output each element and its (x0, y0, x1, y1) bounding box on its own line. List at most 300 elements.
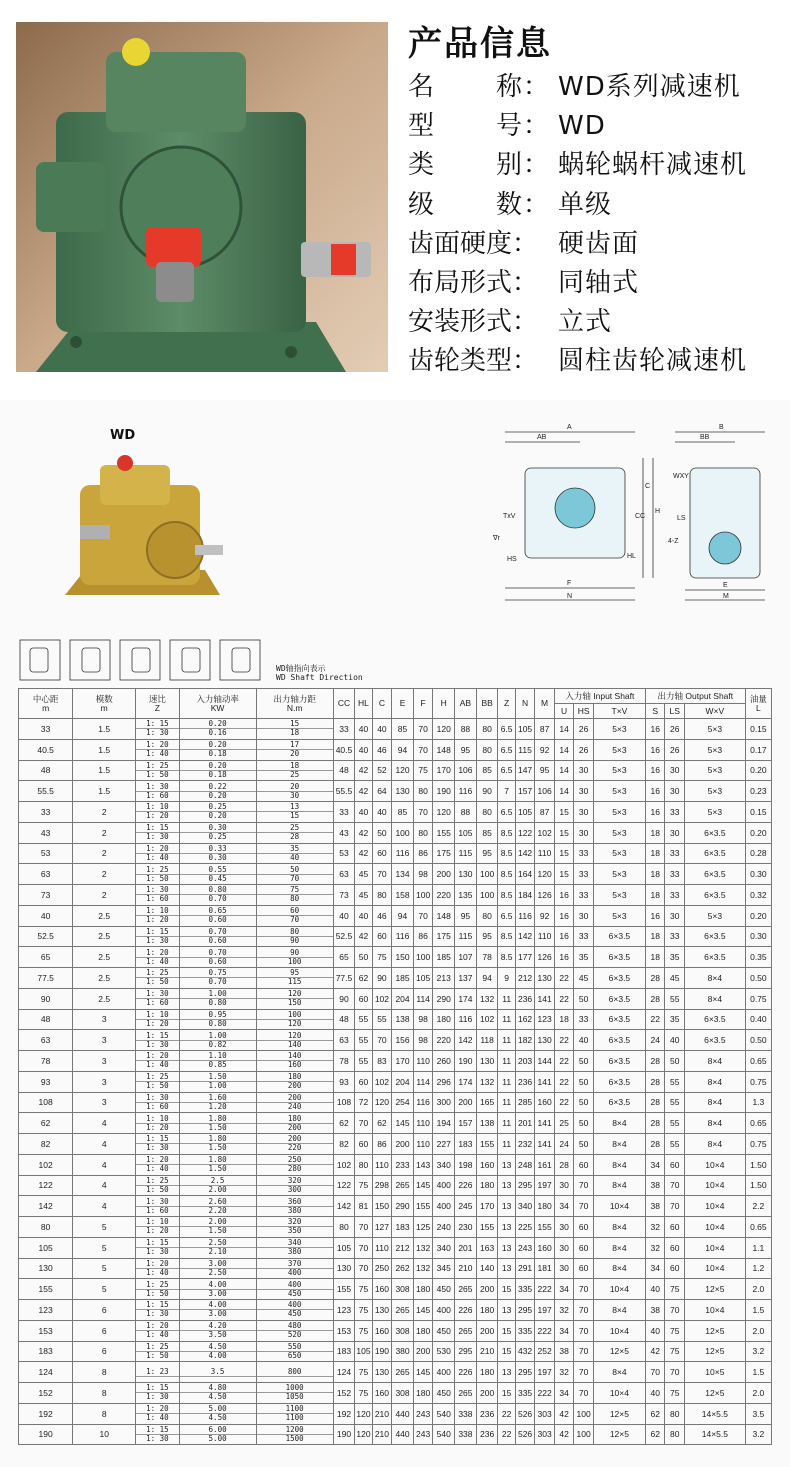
cell-txv: 5×3 (593, 822, 645, 843)
cell-dim: 40.5 (333, 739, 355, 760)
cell-dim: 190 (372, 1341, 392, 1362)
cell-dim: 86 (413, 926, 433, 947)
cell-dim: 42 (355, 843, 372, 864)
cell-dim: 265 (455, 1383, 477, 1404)
cell-dim: 102 (372, 1071, 392, 1092)
cell-dim: 210 (455, 1258, 477, 1279)
cell-hs: 50 (574, 1051, 594, 1072)
cell-ratio (136, 739, 179, 760)
cell-wxv: 8×4 (684, 1134, 745, 1155)
cell-dim: 108 (333, 1092, 355, 1113)
cell-dim: 185 (433, 947, 455, 968)
cell-input-power (179, 1071, 256, 1092)
info-value: 单级 (558, 189, 613, 220)
cell-ratio-value: 1: 25 (136, 1073, 178, 1082)
cell-ls: 30 (665, 822, 685, 843)
cell-hs: 26 (574, 719, 594, 740)
cell-u: 18 (554, 1009, 574, 1030)
cell-input-power-value: 0.75 (180, 969, 256, 978)
cell-ratio (136, 1134, 179, 1155)
cell-dim: 78 (476, 947, 498, 968)
cell-dim: 46 (372, 739, 392, 760)
dim-label-txv: TxV (503, 513, 516, 520)
cell-center-distance: 33 (19, 802, 73, 823)
cell-output-torque-value: 400 (257, 1281, 333, 1290)
cell-dim: 143 (413, 1154, 433, 1175)
info-row-category (408, 146, 783, 185)
cell-output-torque-value: 1050 (285, 1392, 304, 1402)
cell-oil: 0.50 (745, 1030, 771, 1051)
cell-dim: 80 (413, 781, 433, 802)
cell-dim: 83 (372, 1051, 392, 1072)
cell-ratio (136, 988, 179, 1009)
cell-ratio-value: 1: 25 (136, 762, 178, 771)
cell-dim: 40 (355, 802, 372, 823)
cell-dim: 201 (515, 1113, 535, 1134)
cell-module: 6 (73, 1341, 136, 1362)
cell-ls: 80 (665, 1424, 685, 1445)
cell-output-torque (256, 1092, 333, 1113)
cell-dim: 33 (333, 802, 355, 823)
cell-dim: 90 (476, 781, 498, 802)
cell-dim: 197 (535, 1362, 555, 1383)
cell-dim: 114 (413, 988, 433, 1009)
cell-txv: 5×3 (593, 739, 645, 760)
shaft-direction-icons (18, 632, 268, 682)
cell-ratio-value: 1: 20 (136, 845, 178, 854)
cell-dim: 182 (515, 1030, 535, 1051)
cell-dim: 60 (355, 1134, 372, 1155)
cell-dim: 8.5 (498, 926, 515, 947)
info-key: 号： (496, 111, 551, 142)
info-key: 布局形式： (408, 267, 539, 298)
cell-output-torque-value: 280 (287, 1164, 302, 1174)
cell-u: 22 (554, 988, 574, 1009)
table-row (19, 1279, 772, 1300)
cell-output-torque-value: 140 (287, 1039, 302, 1049)
cell-dim: 70 (413, 802, 433, 823)
cell-dim: 155 (476, 1134, 498, 1155)
cell-u: 42 (554, 1403, 574, 1424)
cell-output-torque-value: 25 (290, 769, 300, 779)
cell-txv: 8×4 (593, 1175, 645, 1196)
cell-dim: 225 (515, 1217, 535, 1238)
cell-dim: 75 (413, 760, 433, 781)
cell-txv: 8×4 (593, 1154, 645, 1175)
cell-dim: 240 (433, 1217, 455, 1238)
cell-oil: 1.3 (745, 1092, 771, 1113)
cell-wxv: 12×5 (684, 1320, 745, 1341)
cell-dim: 95 (476, 843, 498, 864)
cell-wxv: 6×3.5 (684, 926, 745, 947)
cell-output-torque (256, 1071, 333, 1092)
cell-dim: 43 (333, 822, 355, 843)
info-row-layout (408, 264, 783, 303)
dim-label-cc: CC (635, 513, 646, 520)
cell-input-power-value: 2.00 (180, 1218, 256, 1227)
cell-dim: 13 (498, 1258, 515, 1279)
cell-s: 34 (645, 1258, 665, 1279)
cell-dim: 180 (413, 1383, 433, 1404)
cell-dim: 107 (455, 947, 477, 968)
cell-dim: 180 (433, 1009, 455, 1030)
cell-dim: 140 (476, 1258, 498, 1279)
cell-input-power (179, 1258, 256, 1279)
cell-hs: 60 (574, 1237, 594, 1258)
table-row (19, 968, 772, 989)
th-ratio: 速比 Z (136, 689, 179, 719)
cell-dim: 296 (433, 1071, 455, 1092)
cell-dim: 340 (515, 1196, 535, 1217)
cell-dim: 110 (535, 926, 555, 947)
cell-output-torque-value: 115 (287, 977, 302, 987)
cell-ratio (136, 1071, 179, 1092)
cell-output-torque (256, 1154, 333, 1175)
cell-dim: 126 (535, 885, 555, 906)
th-oil: 油量 L (745, 689, 771, 719)
cell-ratio-value: 1: 30 (146, 728, 169, 738)
table-row (19, 1362, 772, 1383)
cell-input-power-value: 0.20 (180, 720, 256, 729)
cell-output-torque (256, 802, 333, 823)
cell-dim: 243 (413, 1424, 433, 1445)
cell-output-torque-value: 550 (257, 1343, 333, 1352)
cell-dim: 98 (413, 1009, 433, 1030)
cell-oil: 0.20 (745, 905, 771, 926)
table-row (19, 760, 772, 781)
cell-output-torque (256, 864, 333, 885)
table-row (19, 1009, 772, 1030)
cell-s: 18 (645, 822, 665, 843)
cell-dim: 220 (433, 1030, 455, 1051)
cell-dim: 210 (476, 1341, 498, 1362)
cell-module: 5 (73, 1258, 136, 1279)
cell-u: 15 (554, 843, 574, 864)
cell-u: 42 (554, 1424, 574, 1445)
cell-hs: 33 (574, 1009, 594, 1030)
cell-txv: 6×3.5 (593, 1092, 645, 1113)
cell-dim: 85 (392, 802, 414, 823)
cell-u: 34 (554, 1196, 574, 1217)
cell-output-torque (256, 1362, 333, 1383)
cell-dim: 130 (333, 1258, 355, 1279)
cell-dim: 540 (433, 1424, 455, 1445)
cell-output-torque-value: 150 (287, 998, 302, 1008)
cell-wxv: 14×5.5 (684, 1403, 745, 1424)
cell-module: 4 (73, 1113, 136, 1134)
cell-input-power-value: 0.70 (208, 894, 227, 904)
cell-center-distance: 77.5 (19, 968, 73, 989)
cell-input-power (179, 1279, 256, 1300)
cell-s: 16 (645, 719, 665, 740)
cell-dim: 7 (498, 781, 515, 802)
cell-wxv: 10×4 (684, 1258, 745, 1279)
cell-dim: 160 (372, 1279, 392, 1300)
cell-output-torque (256, 1134, 333, 1155)
cell-dim: 100 (392, 822, 414, 843)
cell-dim: 106 (535, 781, 555, 802)
cell-dim: 11 (498, 1071, 515, 1092)
cell-ratio-value: 1: 60 (146, 1101, 169, 1111)
cell-input-power (179, 1300, 256, 1321)
cell-wxv: 10×4 (684, 1196, 745, 1217)
info-row-hardness (408, 225, 783, 264)
table-row (19, 1071, 772, 1092)
cell-dim: 184 (515, 885, 535, 906)
cell-ratio (136, 1341, 179, 1362)
table-row (19, 1341, 772, 1362)
cell-dim: 285 (515, 1092, 535, 1113)
cell-ratio-value: 1: 15 (136, 1135, 178, 1144)
cell-dim: 145 (413, 1175, 433, 1196)
cell-input-power-value: 4.00 (180, 1281, 256, 1290)
cell-output-torque-value: 80 (257, 928, 333, 937)
cell-dim: 220 (433, 885, 455, 906)
cell-ratio (136, 1258, 179, 1279)
cell-dim: 40 (355, 905, 372, 926)
cell-dim: 236 (515, 988, 535, 1009)
cell-dim: 432 (515, 1341, 535, 1362)
cell-dim: 110 (413, 1134, 433, 1155)
table-row (19, 781, 772, 802)
cell-txv: 8×4 (593, 1237, 645, 1258)
cell-dim: 160 (372, 1320, 392, 1341)
cell-dim: 260 (433, 1051, 455, 1072)
cell-dim: 80 (476, 905, 498, 926)
cell-input-power (179, 968, 256, 989)
cell-ratio (136, 1175, 179, 1196)
cell-dim: 232 (515, 1134, 535, 1155)
cell-hs: 30 (574, 802, 594, 823)
cell-dim: 163 (476, 1237, 498, 1258)
cell-ls: 33 (665, 802, 685, 823)
cell-dim: 183 (392, 1217, 414, 1238)
info-key: 齿面硬度： (408, 228, 539, 259)
cell-output-torque (256, 885, 333, 906)
table-row (19, 885, 772, 906)
cell-ratio-value: 1: 15 (136, 720, 178, 729)
cell-dim: 180 (413, 1320, 433, 1341)
cell-input-power (179, 988, 256, 1009)
cell-dim: 540 (433, 1403, 455, 1424)
cell-u: 22 (554, 968, 574, 989)
cell-hs: 30 (574, 822, 594, 843)
cell-dim: 226 (455, 1175, 477, 1196)
cell-hs: 70 (574, 1175, 594, 1196)
dim-label-z: 4-Z (668, 538, 679, 545)
cell-output-torque-value: 90 (290, 935, 300, 945)
cell-dim: 250 (372, 1258, 392, 1279)
cell-output-torque-value: 17 (257, 741, 333, 750)
cell-ratio-value: 1: 30 (136, 783, 178, 792)
cell-dim: 138 (392, 1009, 414, 1030)
cell-dim: 48 (333, 1009, 355, 1030)
cell-input-power-value: 1.80 (180, 1156, 256, 1165)
cell-output-torque-value: 28 (290, 832, 300, 842)
cell-dim: 248 (515, 1154, 535, 1175)
table-row (19, 1300, 772, 1321)
cell-dim: 200 (476, 1383, 498, 1404)
cell-u: 34 (554, 1383, 574, 1404)
cell-u: 38 (554, 1341, 574, 1362)
cell-dim: 203 (515, 1051, 535, 1072)
cell-dim: 180 (535, 1196, 555, 1217)
cell-dim: 60 (355, 1071, 372, 1092)
cell-dim: 100 (476, 864, 498, 885)
cell-center-distance: 33 (19, 719, 73, 740)
cell-input-power-value: 0.20 (208, 790, 227, 800)
cell-u: 15 (554, 802, 574, 823)
cell-ratio-value: 1: 25 (136, 1177, 178, 1186)
th-dim: BB (476, 689, 498, 719)
cell-dim: 70 (355, 1258, 372, 1279)
cell-dim: 162 (515, 1009, 535, 1030)
cell-ratio (136, 1113, 179, 1134)
cell-ratio-value: 1: 20 (146, 915, 169, 925)
cell-center-distance: 53 (19, 843, 73, 864)
cell-input-power-value: 1.50 (208, 1122, 227, 1132)
cell-center-distance: 142 (19, 1196, 73, 1217)
cell-output-torque (256, 1030, 333, 1051)
cell-hs: 30 (574, 760, 594, 781)
info-key: 数： (496, 189, 551, 220)
cell-center-distance: 122 (19, 1175, 73, 1196)
cell-input-power-value: 1.50 (208, 1226, 227, 1236)
cell-input-power-value: 0.60 (208, 935, 227, 945)
cell-ls: 33 (665, 864, 685, 885)
cell-dim: 180 (476, 1362, 498, 1383)
cell-dim: 123 (535, 1009, 555, 1030)
dim-label-r: ∇r (493, 535, 501, 542)
cell-input-power (179, 760, 256, 781)
cell-ls: 80 (665, 1403, 685, 1424)
cell-oil: 0.17 (745, 739, 771, 760)
info-row-model (408, 107, 783, 146)
cell-dim: 115 (455, 926, 477, 947)
cell-dim: 94 (392, 905, 414, 926)
cell-dim: 130 (372, 1300, 392, 1321)
cell-input-power-value: 1.20 (208, 1101, 227, 1111)
cell-dim: 46 (372, 905, 392, 926)
cell-wxv: 10×4 (684, 1154, 745, 1175)
cell-output-torque-value: 1000 (257, 1384, 333, 1393)
cell-dim: 147 (515, 760, 535, 781)
cell-output-torque-value: 250 (257, 1156, 333, 1165)
th-dim: E (392, 689, 414, 719)
cell-s: 16 (645, 760, 665, 781)
cell-dim: 118 (476, 1030, 498, 1051)
cell-dim: 290 (392, 1196, 414, 1217)
cell-output-torque-value: 200 (257, 1094, 333, 1103)
cell-txv: 12×5 (593, 1424, 645, 1445)
cell-output-torque-value: 650 (287, 1350, 302, 1360)
cell-input-power (179, 822, 256, 843)
cell-ratio-value: 1: 30 (146, 1039, 169, 1049)
cell-input-power-value: 0.70 (208, 977, 227, 987)
cell-input-power (179, 781, 256, 802)
cell-ls: 33 (665, 926, 685, 947)
cell-ratio (136, 947, 179, 968)
cell-module: 2.5 (73, 947, 136, 968)
cell-dim: 15 (498, 1383, 515, 1404)
cell-oil: 2.0 (745, 1383, 771, 1404)
cell-dim: 335 (515, 1279, 535, 1300)
cell-dim: 13 (498, 1237, 515, 1258)
cell-dim: 400 (433, 1362, 455, 1383)
cell-oil: 3.5 (745, 1403, 771, 1424)
cell-ratio (136, 1320, 179, 1341)
cell-input-power-value: 0.20 (180, 741, 256, 750)
cell-dim: 200 (476, 1320, 498, 1341)
cell-dim: 130 (535, 968, 555, 989)
cell-dim: 295 (515, 1175, 535, 1196)
cell-output-torque-value: 18 (290, 728, 300, 738)
cell-module: 3 (73, 1092, 136, 1113)
table-row (19, 1154, 772, 1175)
cell-center-distance: 55.5 (19, 781, 73, 802)
cell-dim: 123 (333, 1300, 355, 1321)
cell-input-power-value: 2.50 (180, 1239, 256, 1248)
cell-u: 15 (554, 822, 574, 843)
cell-ratio-value: 1: 40 (146, 1267, 169, 1277)
cell-dim: 141 (535, 1113, 555, 1134)
cell-hs: 70 (574, 1320, 594, 1341)
cell-wxv: 6×3.5 (684, 885, 745, 906)
cell-dim: 80 (476, 739, 498, 760)
cell-dim: 132 (413, 1237, 433, 1258)
cell-dim: 295 (515, 1362, 535, 1383)
cell-txv: 10×4 (593, 1279, 645, 1300)
cell-dim: 70 (355, 1237, 372, 1258)
cell-ratio (136, 864, 179, 885)
cell-txv: 5×3 (593, 864, 645, 885)
info-key: 类 (408, 150, 436, 181)
cell-s: 16 (645, 802, 665, 823)
cell-dim: 81 (355, 1196, 372, 1217)
cell-dim: 222 (535, 1320, 555, 1341)
cell-dim: 210 (372, 1403, 392, 1424)
cell-hs: 33 (574, 864, 594, 885)
cell-oil: 2.0 (745, 1279, 771, 1300)
cell-output-torque (256, 947, 333, 968)
cell-output-torque (256, 968, 333, 989)
cell-dim: 75 (372, 947, 392, 968)
cell-dim: 180 (413, 1279, 433, 1300)
cell-dim: 252 (535, 1341, 555, 1362)
cell-dim: 42 (355, 822, 372, 843)
cell-module: 3 (73, 1071, 136, 1092)
cell-dim: 45 (355, 864, 372, 885)
cell-u: 15 (554, 864, 574, 885)
shaft-direction-diagrams (18, 632, 788, 682)
cell-ratio (136, 1030, 179, 1051)
info-value: 同轴式 (558, 267, 640, 298)
cell-s: 28 (645, 1071, 665, 1092)
cell-dim: 105 (355, 1341, 372, 1362)
cell-dim: 265 (392, 1175, 414, 1196)
cell-input-power-value: 0.80 (208, 1018, 227, 1028)
cell-txv: 10×4 (593, 1320, 645, 1341)
cell-dim: 291 (515, 1258, 535, 1279)
table-row (19, 1403, 772, 1424)
cell-s: 28 (645, 988, 665, 1009)
dim-label-f: F (567, 580, 572, 587)
cell-u: 30 (554, 1217, 574, 1238)
cell-dim: 170 (433, 760, 455, 781)
cell-input-power-value: 0.25 (208, 832, 227, 842)
cell-ratio (136, 1051, 179, 1072)
cell-input-power-value: 1.80 (180, 1115, 256, 1124)
